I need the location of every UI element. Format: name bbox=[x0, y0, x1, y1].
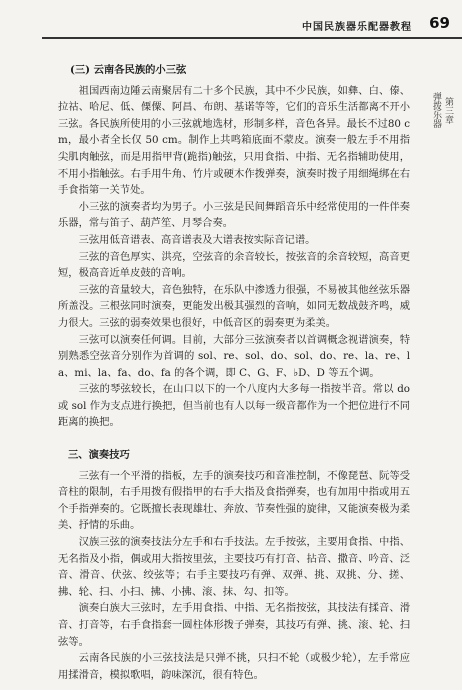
body-paragraph: 三弦可以演奏任何调。目前，大部分三弦演奏者以首调概念视谱演奏，特别熟悉空弦音分别作为首调的 sol、re、sol、do、sol、do、re、la、re、la、mi、la、fa、do、fa 的各个调，即 C、G、F、♭D、D 等五个调。 bbox=[58, 333, 410, 379]
body-paragraph: 祖国西南边陲云南聚居有二十多个民族，其中不少民族，如彝、白、傣、拉祜、哈尼、低、傈僳、阿昌、布朗、基诺等等，它们的音乐生活都离不开小三弦。各民族所使用的小三弦就地选材，形制多样，音色各异。最长不过80 cm，最小者全长仅 50 cm。制作上共鸣箱底面不蒙皮。演奏一般左手不用指尖肌肉触弦，而是用指甲背(跪指)触弦，只用食指、中指、无名指辅助使用，不用小指触弦。右手用牛角、竹片或硬木作拨弹奏，演奏时拨子用细绳绑在右手食指第一关节处。 bbox=[58, 84, 410, 197]
chapter-side-tab bbox=[431, 92, 454, 128]
book-title: 中国民族器乐配器教程 bbox=[302, 22, 412, 33]
body-paragraph: 三弦的音量较大，音色独特，在乐队中渗透力很强，不易被其他丝弦乐器所盖没。三根弦同时演奏，更能发出极其强烈的音响，如同无数战鼓齐鸣，威力很大。三弦的弱奏效果也很好，中低音区的弱奏更为柔美。 bbox=[58, 283, 410, 329]
page-body bbox=[58, 62, 410, 683]
page-number: 69 bbox=[429, 14, 450, 32]
body-paragraph: 汉族三弦的演奏技法分左手和右手技法。左手按弦，主要用食指、中指、无名指及小指，偶或用大指按里弦，主要技巧有打音、拈音、撒音、吟音、泛音、滑音、伏弦、绞弦等；右手主要技巧有弹、双弹、挑、双挑、分、搓、拂、轮、扫、小扫、拂、小拂、滚、抹、勾、扣等。 bbox=[58, 536, 410, 598]
body-paragraph: 三弦的琴弦较长，在山口以下的一个八度内大多每一指按半音。常以 do 或 sol 作为支点进行换把，但当前也有人以每一级音都作为一个把位进行不同距离的换把。 bbox=[58, 383, 410, 429]
header-rule bbox=[42, 37, 462, 39]
body-paragraph: 小三弦的演奏者均为男子。小三弦是民间舞蹈音乐中经常使用的一件伴奏乐器，常与笛子、葫芦笙、月琴合奏。 bbox=[58, 200, 410, 230]
running-header bbox=[0, 10, 462, 40]
body-paragraph: 云南各民族的小三弦技法是只弹不挑，只扫不轮（或极少轮），左手常应用揉滑音，模拟歌唱，韵味深沉，很有特色。 bbox=[58, 652, 410, 681]
body-paragraph: 三弦有一个平滑的指板，左手的演奏技巧和音准控制，不像琵琶、阮等受音柱的限制，右手用拨有假指甲的右手大指及食指弹奏，也有加用中指或用五个手指弹奏的。它既擅长表现雄壮、奔放、节奏性强的旋律，又能演奏极为柔美、抒情的乐曲。 bbox=[58, 469, 410, 532]
body-paragraph: 演奏白族大三弦时，左手用食指、中指、无名指按弦，其技法有揉音、滑音、打音等，右手食指套一圆柱体形拨子弹奏，其技巧有弹、挑、滚、轮、扫弦等。 bbox=[58, 602, 410, 648]
subsection-title: (三) 云南各民族的小三弦 bbox=[70, 64, 187, 76]
section-heading: 三、演奏技巧 bbox=[68, 449, 130, 462]
chapter-topic: 弹拨乐器 bbox=[431, 92, 441, 128]
body-paragraph: 三弦的音色厚实、洪亮，空弦音的余音较长，按弦音的余音较短，高音更短，极高音近单皮鼓的音响。 bbox=[58, 250, 410, 280]
chapter-label: 第三章 bbox=[443, 96, 453, 124]
body-paragraph: 三弦用低音谱表、高音谱表及大谱表按实际音记谱。 bbox=[78, 233, 316, 246]
